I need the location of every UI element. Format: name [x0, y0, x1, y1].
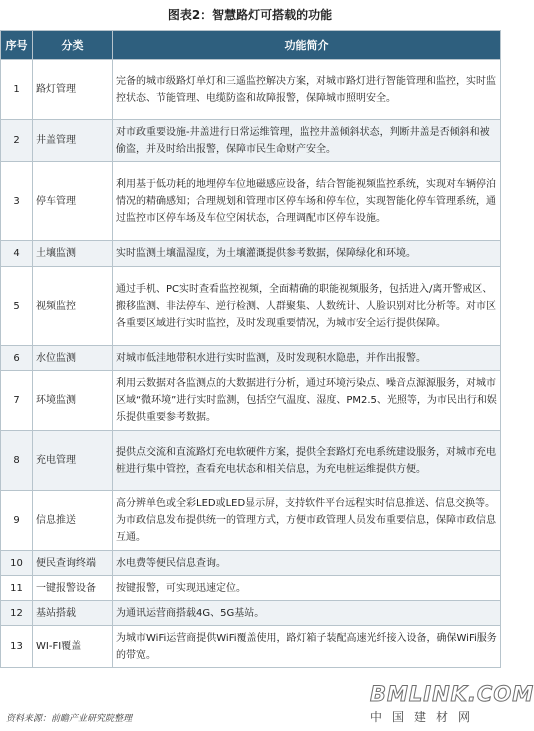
row-category: 视频监控	[33, 267, 113, 346]
table-row	[1, 576, 501, 601]
row-number: 8	[1, 431, 33, 491]
row-category: 井盖管理	[33, 120, 113, 162]
row-number: 13	[1, 626, 33, 668]
row-number: 5	[1, 267, 33, 346]
row-category: 停车管理	[33, 162, 113, 241]
row-description: 按键报警，可实现迅速定位。	[113, 576, 501, 601]
row-category: 一键报警设备	[33, 576, 113, 601]
row-category: 基站搭载	[33, 601, 113, 626]
table-row	[1, 431, 501, 491]
row-number: 10	[1, 551, 33, 576]
row-number: 12	[1, 601, 33, 626]
row-category: 水位监测	[33, 346, 113, 371]
row-number: 2	[1, 120, 33, 162]
table-row	[1, 60, 501, 120]
table-row	[1, 551, 501, 576]
table-row	[1, 601, 501, 626]
row-description: 为城市WiFi运营商提供WiFi覆盖使用，路灯箱子装配高速光纤接入设备，确保WiFi服务的带宽。	[113, 626, 501, 668]
table-header-row	[1, 31, 501, 60]
row-description: 实时监测土壤温湿度，为土壤灌溉提供参考数据，保障绿化和环境。	[113, 241, 501, 267]
row-description: 利用云数据对各监测点的大数据进行分析，通过环境污染点、噪音点源源服务，对城市区域“微环境”进行实时监测，包括空气温度、湿度、PM2.5、光照等，为市民出行和娱乐提供重要参考数据。	[113, 371, 501, 431]
source-note: 资料来源：前瞻产业研究院整理	[6, 714, 133, 724]
table-row	[1, 491, 501, 551]
row-number: 6	[1, 346, 33, 371]
row-description: 提供点交流和直流路灯充电软硬件方案，提供全套路灯充电系统建设服务，对城市充电桩进行集中管控，查看充电状态和相关信息，为充电桩运维提供方便。	[113, 431, 501, 491]
row-number: 7	[1, 371, 33, 431]
row-number: 9	[1, 491, 33, 551]
row-description: 为通讯运营商搭载4G、5G基站。	[113, 601, 501, 626]
row-description: 完备的城市级路灯单灯和三遥监控解决方案，对城市路灯进行智能管理和监控，实时监控状态、节能管理、电缆防盗和故障报警，保障城市照明安全。	[113, 60, 501, 120]
table-title: 图表2：智慧路灯可搭载的功能	[167, 8, 333, 22]
features-table	[0, 30, 501, 668]
table-row	[1, 346, 501, 371]
row-number: 4	[1, 241, 33, 267]
row-category: 路灯管理	[33, 60, 113, 120]
row-category: 信息推送	[33, 491, 113, 551]
header-no: 序号	[1, 31, 33, 60]
row-number: 11	[1, 576, 33, 601]
row-category: 土壤监测	[33, 241, 113, 267]
row-description: 对市政重要设施-井盖进行日常运维管理，监控井盖倾斜状态，判断井盖是否倾斜和被偷盗，并及时给出报警，保障市民生命财产安全。	[113, 120, 501, 162]
row-category: WI-FI覆盖	[33, 626, 113, 668]
row-category: 环境监测	[33, 371, 113, 431]
watermark-subtitle: 中国建材网	[370, 710, 481, 724]
table-row	[1, 267, 501, 346]
watermark-logo	[370, 682, 534, 728]
row-number: 3	[1, 162, 33, 241]
row-description: 对城市低洼地带积水进行实时监测，及时发现积水隐患，并作出报警。	[113, 346, 501, 371]
header-category: 分类	[33, 31, 113, 60]
row-category: 充电管理	[33, 431, 113, 491]
table-row	[1, 162, 501, 241]
watermark-brand: BMLINK.COM	[370, 682, 534, 706]
table-row	[1, 626, 501, 668]
row-category: 便民查询终端	[33, 551, 113, 576]
header-description: 功能简介	[113, 31, 501, 60]
row-description: 高分辨单色或全彩LED或LED显示屏，支持软件平台远程实时信息推送、信息交换等。为市政信息发布提供统一的管理方式，方便市政管理人员发布重要信息，保障市政信息互通。	[113, 491, 501, 551]
row-description: 水电费等便民信息查询。	[113, 551, 501, 576]
row-description: 通过手机、PC实时查看监控视频，全面精确的职能视频服务，包括进入/离开警戒区、搬移监测、非法停车、逆行检测、人群聚集、人数统计、人脸识别对比分析等。对市区各重要区域进行实时监控，及时发现重要情况，为城市安全运行提供保障。	[113, 267, 501, 346]
row-description: 利用基于低功耗的地埋停车位地磁感应设备，结合智能视频监控系统，实现对车辆停泊情况的精确感知；合理规划和管理市区停车场和停车位，实现智能化停车管理系统，通过监控市区停车场及车位空闲状态，合理调配市区停车设施。	[113, 162, 501, 241]
row-number: 1	[1, 60, 33, 120]
table-row	[1, 371, 501, 431]
table-row	[1, 120, 501, 162]
table-row	[1, 241, 501, 267]
